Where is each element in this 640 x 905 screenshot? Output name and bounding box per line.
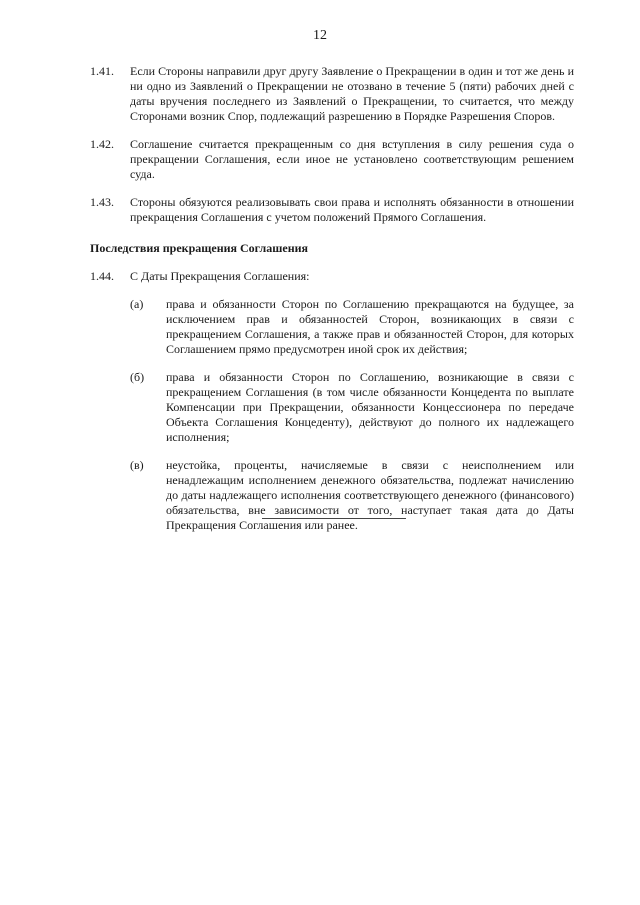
subitem-text: права и обязанности Сторон по Соглашению прекращаются на будущее, за исключением прав и обязанностей Сторон, возникающих в связи с прекращением Соглашения, а также прав и обязанностей Сторон, для которых Соглашением прямо предусмотрен иной срок их действия;: [166, 297, 574, 356]
clause-number: 1.41.: [90, 64, 114, 78]
subitem-letter: (в): [130, 458, 144, 472]
clause-1-44: [90, 269, 574, 284]
subitem-text: права и обязанности Сторон по Соглашению, возникающие в связи с прекращением Соглашения (в том числе обязанности Концедента по выплате Компенсации при Прекращении, обязанности Концессионера по передаче Объекта Соглашения Концеденту), действуют до полного их надлежащего исполнения;: [166, 370, 574, 444]
clause-text: Если Стороны направили друг другу Заявление о Прекращении в один и тот же день и ни одно из Заявлений о Прекращении не отозвано в течение 5 (пяти) рабочих дней с даты вручения последнего из Заявлений о Прекращении, то считается, что между Сторонами возник Спор, подлежащий разрешению в Порядке Разрешения Споров.: [130, 64, 574, 123]
clause-number: 1.43.: [90, 195, 114, 209]
end-of-text-line: [262, 518, 406, 519]
subitem-v: [90, 458, 574, 533]
section-heading: Последствия прекращения Соглашения: [90, 241, 309, 255]
clause-number: 1.44.: [90, 269, 114, 283]
page-number: 12: [313, 28, 327, 43]
subitem-a: [90, 297, 574, 357]
clause-text: С Даты Прекращения Соглашения:: [130, 269, 310, 283]
clause-1-42: [90, 137, 574, 182]
subitem-text: неустойка, проценты, начисляемые в связи с неисполнением или ненадлежащим исполнением денежного обязательства, подлежат начислению до даты надлежащего исполнения соответствующего денежного (финансового) обязательства, вне зависимости от того, наступает такая дата до Даты Прекращения Соглашения или ранее.: [166, 458, 574, 532]
document-body: [90, 64, 574, 546]
clause-text: Стороны обязуются реализовывать свои права и исполнять обязанности в отношении прекращения Соглашения с учетом положений Прямого Соглашения.: [130, 195, 574, 224]
clause-1-41: [90, 64, 574, 124]
clause-1-43: [90, 195, 574, 225]
subitem-letter: (а): [130, 297, 144, 311]
clause-number: 1.42.: [90, 137, 114, 151]
subitem-b: [90, 370, 574, 445]
subitem-letter: (б): [130, 370, 145, 384]
clause-text: Соглашение считается прекращенным со дня вступления в силу решения суда о прекращении Соглашения, если иное не установлено соответствующим решением суда.: [130, 137, 574, 181]
